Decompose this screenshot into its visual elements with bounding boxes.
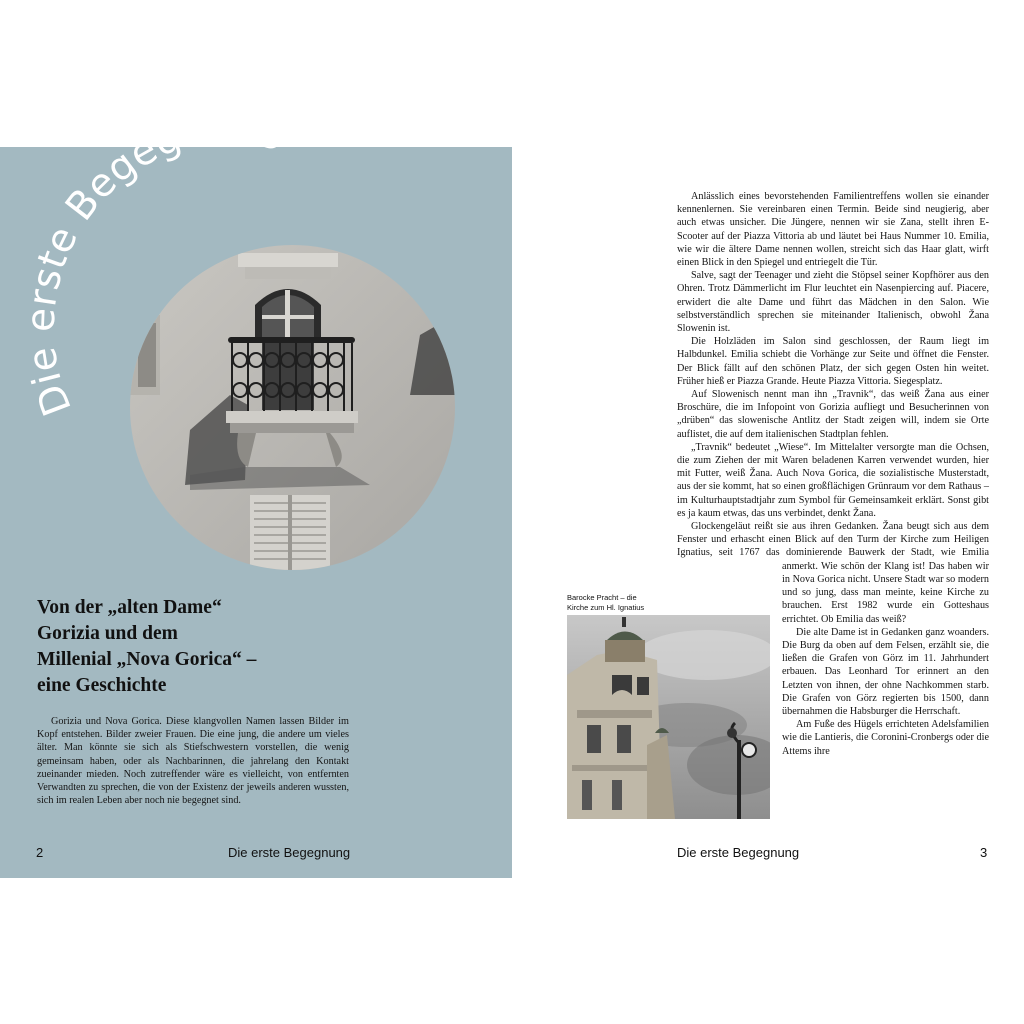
church-photo — [567, 615, 770, 819]
image-caption — [567, 593, 687, 612]
intro-paragraph: Gorizia und Nova Gorica. Diese klangvollen Namen lassen Bilder im Kopf entstehen. Bilder zweier Frauen. Die eine jung, die andere um vieles älter. Man könnte sie sich als Stiefschwestern vorstellen, die wenig gemeinsam haben, oder als Nachbarinnen, die jahrelang den Kontakt zueinander mieden. Noch zutreffender wäre es vielleicht, von entfernten Verwandten zu sprechen, die von der Existenz der jeweils anderen wussten, sich im realen Leben aber noch nie begegnet sind. — [37, 716, 349, 807]
page-title — [18, 103, 290, 422]
subtitle-line: Gorizia und dem — [37, 623, 178, 644]
running-title-left: Die erste Begegnung — [228, 845, 351, 860]
body-paragraph: Glockengeläut reißt sie aus ihren Gedanken. Žana beugt sich aus dem Fenster und erhascht einen Blick auf den Turm der Kirche zum Heiligen Ignatius, seit 1767 das dominierende Bauwerk der Stadt, wie Emilia anmerkt. Wie schön der Klang ist! Das haben wir in Nova Gorica nicht. Unsere Stadt war so modern und so jung, dass man meinte, keine Kirche zu brauchen. Erst 1982 wurde ein Gotteshaus errichtet. Ob Emilia das weiß? — [677, 521, 989, 625]
caption-line: Barocke Pracht – die — [567, 593, 637, 602]
subtitle-line: Millenial „Nova Gorica“ – — [37, 649, 257, 670]
arc-title — [0, 103, 512, 587]
body-paragraph: Am Fuße des Hügels errichteten Adelsfamilien wie die Lantieris, die Coronini-Cronbergs oder die Attems ihre — [782, 719, 989, 757]
page-number-left: 2 — [36, 845, 44, 860]
body-paragraph: Anlässlich eines bevorstehenden Familientreffens wollen sie einander kennenlernen. Sie vereinbaren einen Termin. Beide sind neugierig, aber auch etwas unsicher. Die Jüngere, nennen wir sie Zana, stellt ihren E-Scooter auf der Piazza Vittoria ab und läutet bei Haus Nummer 10. Emilia, wie wir die ältere Dame nennen wollen, streicht sich das Haar glatt, wirft einen Blick in den Spiegel und entriegelt die Tür. — [677, 191, 989, 269]
church-tower-illustration — [567, 615, 770, 819]
subtitle-line: Von der „alten Dame“ — [37, 597, 222, 618]
subtitle — [37, 595, 357, 699]
body-paragraph: Auf Slowenisch nennt man ihn „Travnik“, das weiß Žana aus einer Broschüre, die im Infopoint von Gorizia aufliegt und Besucherinnen von „drüben“ das slowenische Antlitz der Stadt zeigen will, indem sie Orte auflistet, die auf dem italienischen Stadtplan fehlen. — [677, 389, 989, 440]
caption-line: Kirche zum Hl. Ignatius — [567, 602, 645, 612]
body-paragraph: Die alte Dame ist in Gedanken ganz woanders. Die Burg da oben auf dem Felsen, erzählt sie, die ließen die Grafen von Görz im 11. Jahrhundert erbauen. Das Leonhard Tor erinnert an den Letzten von ihnen, der ohne Nachkommen starb. Die Grafen von Görz regierten bis 1500, dann übernahmen die Habsburger die Herrschaft. — [782, 626, 989, 717]
page-number-right: 3 — [980, 845, 988, 860]
body-paragraph: Die Holzläden im Salon sind geschlossen, der Raum liegt im Halbdunkel. Emilia schiebt die Vorhänge zur Seite und öffnet die Fenster. Der Blick fällt auf den schönen Platz, der sich gegen Osten hin weitet. Früher hieß er Piazza Grande. Heute Piazza Vittoria. Siegesplatz. — [677, 336, 989, 387]
body-paragraph: „Travnik“ bedeutet „Wiese“. Im Mittelalter versorgte man die Ochsen, die zum Ziehen der mit Waren beladenen Karren verwendet wurden, hier mit Futter, weiß Žana. Auch Nova Gorica, die sozialistische Musterstadt, aus der sie kommt, hat so einen großflächigen Grünraum vor dem Rathaus – im Kulturhauptstadtjahr zum Symbol für Gemeinsamkeit erklärt. Sonst gibt es ja kaum etwas, das uns verbindet, denkt Žana. — [677, 441, 989, 519]
body-paragraph: Salve, sagt der Teenager und zieht die Stöpsel seiner Kopfhörer aus den Ohren. Trotz Dämmerlicht im Flur leuchtet ein Nasenpiercing auf. Piacere, erwidert die alte Dame und führt das Mädchen in den Salon. Wie selbstverständlich sprechen sie miteinander Italienisch, obwohl Žana Slowenin ist. — [677, 270, 989, 335]
running-title-right: Die erste Begegnung — [677, 845, 800, 860]
left-page — [0, 103, 512, 878]
subtitle-line: eine Geschichte — [37, 675, 167, 696]
page-title-text: Die erste Begegnung — [18, 103, 290, 422]
